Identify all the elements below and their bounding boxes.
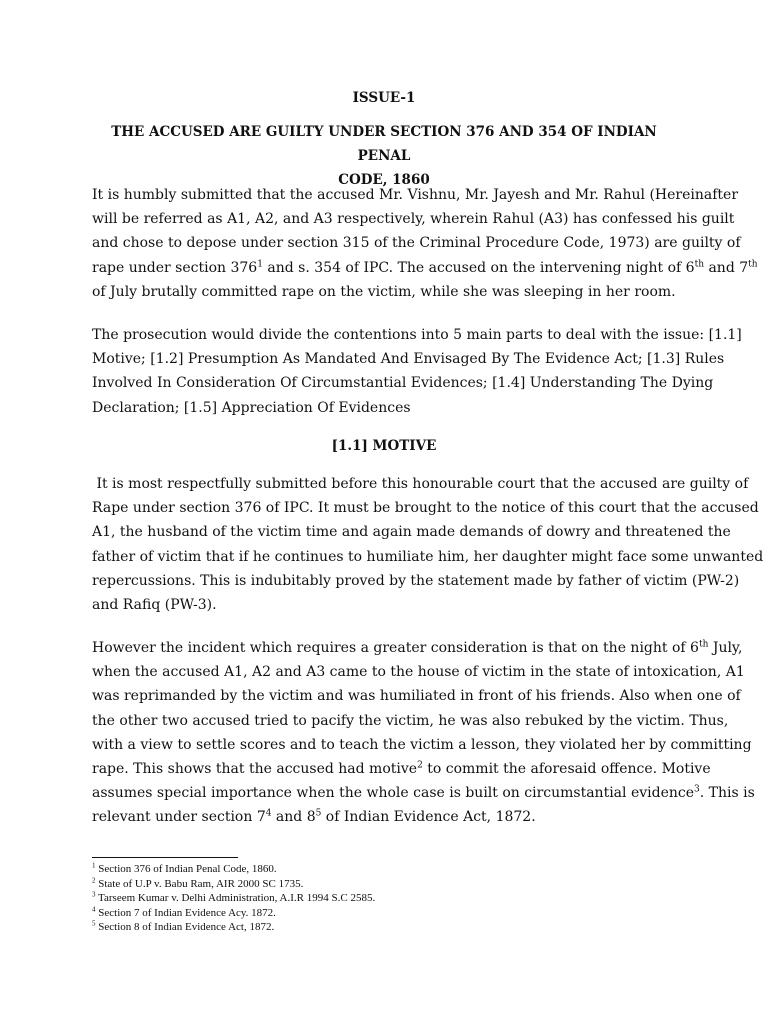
intro-paragraph <box>92 183 758 304</box>
footnote-text: Tarseem Kumar v. Delhi Administration, A.I.R 1994 S.C 2585. <box>95 892 376 905</box>
text-run: and 8 <box>271 809 316 826</box>
footnotes <box>92 862 676 935</box>
text-run: and 7 <box>704 259 749 276</box>
footnote-text: Section 376 of Indian Penal Code, 1860. <box>95 863 277 875</box>
issue-heading: ISSUE-1 <box>352 90 416 106</box>
paragraph-line <box>92 256 758 280</box>
footnote <box>92 906 676 921</box>
paragraph-line: and Rafiq (PW-3). <box>92 597 217 614</box>
text-run: July, <box>708 640 743 656</box>
contentions-paragraph <box>92 323 742 420</box>
issue-title <box>92 120 676 192</box>
footnote-number: 3 <box>92 890 96 899</box>
text-run: relevant under section 7 <box>92 809 266 826</box>
motive-paragraph-1 <box>92 472 764 617</box>
motive-paragraph-2 <box>92 636 755 830</box>
paragraph-line: A1, the husband of the victim time and again made demands of dowry and threatened the <box>92 524 731 541</box>
footnote-reference: 1 <box>257 258 263 269</box>
footnote <box>92 877 676 892</box>
text-run: of Indian Evidence Act, 1872. <box>321 809 536 826</box>
text-run: to commit the aforesaid offence. Motive <box>422 761 711 778</box>
footnote-number: 4 <box>92 905 96 914</box>
text-run: However the incident which requires a greater consideration is that on the night of 6 <box>92 640 699 656</box>
paragraph-line: was reprimanded by the victim and was humiliated in front of his friends. Also when one of <box>92 688 741 705</box>
footnote-text: Section 8 of Indian Evidence Act, 1872. <box>95 921 275 934</box>
footnote-text: Section 7 of Indian Evidence Acy. 1872. <box>95 906 276 919</box>
paragraph-line: father of victim that if he continues to humiliate him, her daughter might face some unwanted <box>92 548 764 565</box>
footnote-number: 1 <box>92 861 96 870</box>
paragraph-line: It is humbly submitted that the accused Mr. Vishnu, Mr. Jayesh and Mr. Rahul (Hereinafter <box>92 187 739 203</box>
paragraph-line <box>92 757 711 781</box>
paragraph-line <box>92 805 676 829</box>
paragraph-line: and chose to depose under section 315 of the Criminal Procedure Code, 1973) are guilty of <box>92 235 741 252</box>
paragraph-line: the other two accused tried to pacify the victim, he was also rebuked by the victim. Thus, <box>92 712 729 729</box>
footnote-number: 5 <box>92 919 96 928</box>
paragraph-line: It is most respectfully submitted before this honourable court that the accused are guilty of <box>92 476 749 492</box>
text-run: assumes special importance when the whole case is built on circumstantial evidence <box>92 785 695 802</box>
paragraph-line: repercussions. This is indubitably proved by the statement made by father of victim (PW-2) <box>92 572 740 589</box>
text-run: and s. 354 of IPC. The accused on the intervening night of 6 <box>262 259 695 276</box>
paragraph-line: with a view to settle scores and to teach the victim a lesson, they violated her by committing <box>92 736 752 753</box>
footnote-reference: 3 <box>694 784 700 795</box>
paragraph-line: of July brutally committed rape on the victim, while she was sleeping in her room. <box>92 283 676 300</box>
footnote <box>92 920 676 935</box>
text-run: rape. This shows that the accused had motive <box>92 761 418 778</box>
ordinal-suffix: th <box>694 258 704 269</box>
footnote <box>92 862 676 877</box>
paragraph-line <box>92 636 743 660</box>
paragraph-line <box>92 781 755 805</box>
paragraph-line: Involved In Consideration Of Circumstantial Evidences; [1.4] Understanding The Dying <box>92 375 714 392</box>
paragraph-line: Rape under section 376 of IPC. It must be brought to the notice of this court that the accused <box>92 500 759 517</box>
footnote-reference: 2 <box>417 760 423 771</box>
motive-heading: [1.1] MOTIVE <box>331 438 437 454</box>
paragraph-line: when the accused A1, A2 and A3 came to the house of victim in the state of intoxication, A1 <box>92 664 745 681</box>
paragraph-line: will be referred as A1, A2, and A3 respectively, wherein Rahul (A3) has confessed his guilt <box>92 211 735 228</box>
paragraph-line: Declaration; [1.5] Appreciation Of Evidences <box>92 399 411 416</box>
text-run: . This is <box>699 785 755 802</box>
footnote-reference: 5 <box>315 808 322 819</box>
paragraph-line: The prosecution would divide the contentions into 5 main parts to deal with the issue: [1.1] <box>92 327 742 343</box>
ordinal-suffix: th <box>748 258 758 269</box>
issue-title-line-2: CODE, 1860 <box>338 172 430 188</box>
footnote-text: State of U.P v. Babu Ram, AIR 2000 SC 1735. <box>95 877 304 890</box>
paragraph-line: Motive; [1.2] Presumption As Mandated And Envisaged By The Evidence Act; [1.3] Rules <box>92 351 725 368</box>
footnote-reference: 4 <box>265 808 272 819</box>
footnote-number: 2 <box>92 875 96 884</box>
footnote-separator <box>92 857 238 858</box>
ordinal-suffix: th <box>698 639 709 650</box>
text-run: rape under section 376 <box>92 259 258 276</box>
issue-title-line-1: THE ACCUSED ARE GUILTY UNDER SECTION 376 AND 354 OF INDIAN PENAL <box>111 124 657 164</box>
footnote <box>92 891 676 906</box>
